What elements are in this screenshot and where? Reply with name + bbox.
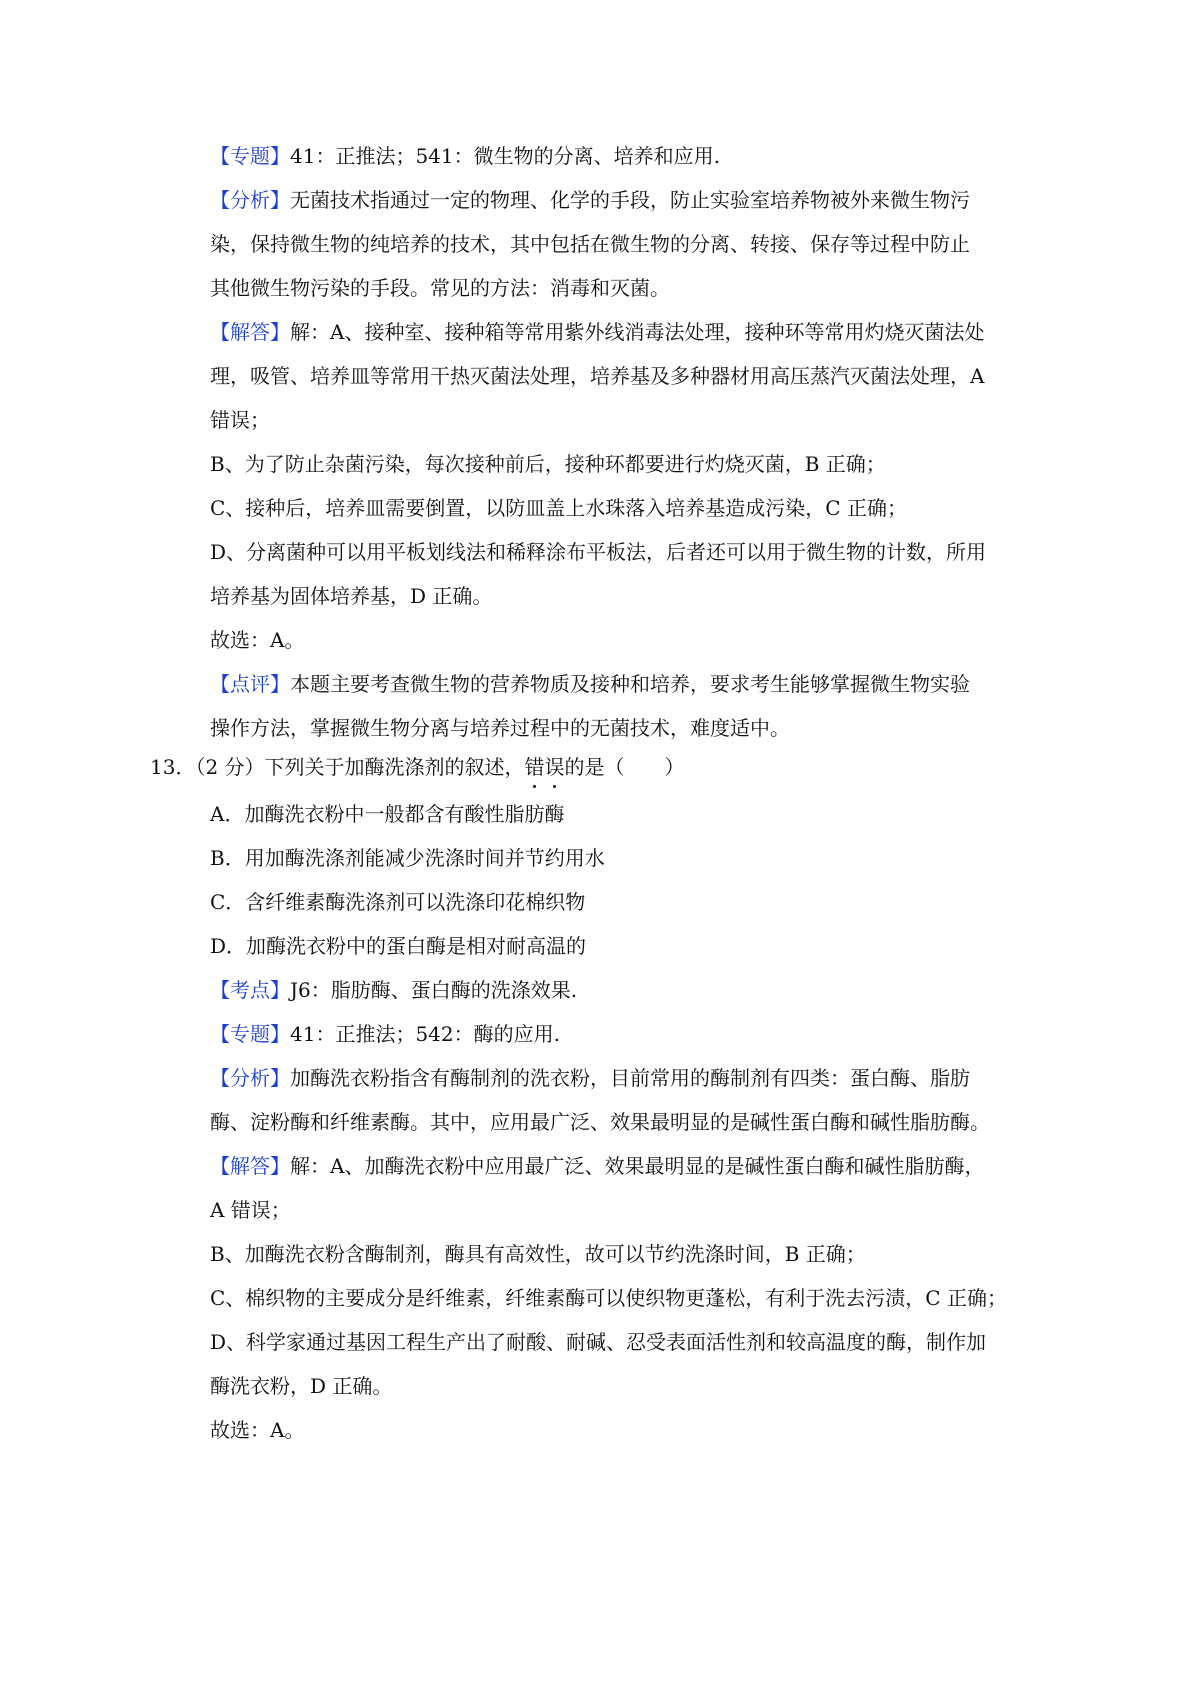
analysis-line-2: 染，保持微生物的纯培养的技术，其中包括在微生物的分离、转接、保存等过程中防止 [210, 232, 970, 256]
solution-d-line-2: 培养基为固体培养基，D 正确。 [210, 584, 493, 608]
analysis-line-3: 其他微生物污染的手段。常见的方法：消毒和灭菌。 [210, 276, 670, 300]
solution-tag: 【解答】 [210, 320, 290, 344]
comment-line-2: 操作方法，掌握微生物分离与培养过程中的无菌技术，难度适中。 [210, 716, 790, 740]
analysis-tag: 【分析】 [210, 188, 290, 212]
solution-d-line-1: D、科学家通过基因工程生产出了耐酸、耐碱、忍受表面活性剂和较高温度的酶，制作加 [210, 1330, 987, 1354]
answer-choice: 故选：A。 [210, 628, 305, 652]
solution-b: B、加酶洗衣粉含酶制剂，酶具有高效性，故可以节约洗涤时间，B 正确； [210, 1242, 866, 1266]
topic-text: 41：正推法；542：酶的应用. [290, 1022, 560, 1046]
analysis-text: 无菌技术指通过一定的物理、化学的手段，防止实验室培养物被外来微生物污 [290, 188, 970, 212]
comment-line-1 [210, 672, 970, 696]
stem-prefix: 13．（2 分）下列关于加酶洗涤剂的叙述， [150, 755, 525, 779]
option-b: B．用加酶洗涤剂能减少洗涤时间并节约用水 [210, 846, 605, 870]
topic-tag: 【专题】 [210, 1022, 290, 1046]
solution-text: 解：A、接种室、接种箱等常用紫外线消毒法处理，接种环等常用灼烧灭菌法处 [290, 320, 985, 344]
solution-d-line-2: 酶洗衣粉，D 正确。 [210, 1374, 393, 1398]
analysis-tag: 【分析】 [210, 1066, 290, 1090]
emphasis-char-2: 误 [544, 755, 565, 779]
option-a: A．加酶洗衣粉中一般都含有酸性脂肪酶 [210, 802, 565, 826]
solution-line-1 [210, 1154, 984, 1178]
solution-tag: 【解答】 [210, 1154, 290, 1178]
option-d: D．加酶洗衣粉中的蛋白酶是相对耐高温的 [210, 934, 587, 958]
point-tag: 【考点】 [210, 978, 290, 1002]
analysis-line-1 [210, 1066, 970, 1090]
solution-d-line-1: D、分离菌种可以用平板划线法和稀释涂布平板法，后者还可以用于微生物的计数，所用 [210, 540, 987, 564]
solution-c: C、棉织物的主要成分是纤维素，纤维素酶可以使织物更蓬松，有利于洗去污渍，C 正确； [210, 1286, 1007, 1310]
comment-text: 本题主要考查微生物的营养物质及接种和培养，要求考生能够掌握微生物实验 [290, 672, 970, 696]
solution-c: C、接种后，培养皿需要倒置，以防皿盖上水珠落入培养基造成污染，C 正确； [210, 496, 907, 520]
analysis-line-1 [210, 188, 970, 212]
solution-text: 解：A、加酶洗衣粉中应用最广泛、效果最明显的是碱性蛋白酶和碱性脂肪酶， [290, 1154, 985, 1178]
solution-line-1 [210, 320, 984, 344]
solution-b: B、为了防止杂菌污染，每次接种前后，接种环都要进行灼烧灭菌，B 正确； [210, 452, 886, 476]
topic-text: 41：正推法；541：微生物的分离、培养和应用. [290, 144, 720, 168]
topic-tag: 【专题】 [210, 144, 290, 168]
stem-suffix: 的是（ ） [564, 755, 685, 779]
emphasis-char-1: 错 [524, 755, 545, 779]
topic-line-13 [210, 1022, 560, 1046]
analysis-text: 加酶洗衣粉指含有酶制剂的洗衣粉，目前常用的酶制剂有四类：蛋白酶、脂肪 [290, 1066, 970, 1090]
point-text: J6：脂肪酶、蛋白酶的洗涤效果. [290, 978, 578, 1002]
analysis-line-2: 酶、淀粉酶和纤维素酶。其中，应用最广泛、效果最明显的是碱性蛋白酶和碱性脂肪酶。 [210, 1110, 990, 1134]
topic-line-12 [210, 144, 720, 168]
option-c: C．含纤维素酶洗涤剂可以洗涤印花棉织物 [210, 890, 586, 914]
solution-line-2: 理，吸管、培养皿等常用干热灭菌法处理，培养基及多种器材用高压蒸汽灭菌法处理，A [210, 364, 985, 388]
solution-line-3: 错误； [210, 408, 270, 432]
answer-choice: 故选：A。 [210, 1418, 305, 1442]
point-line [210, 978, 577, 1002]
question-13-stem [150, 755, 685, 779]
comment-tag: 【点评】 [210, 672, 290, 696]
solution-line-2: A 错误； [210, 1198, 291, 1222]
